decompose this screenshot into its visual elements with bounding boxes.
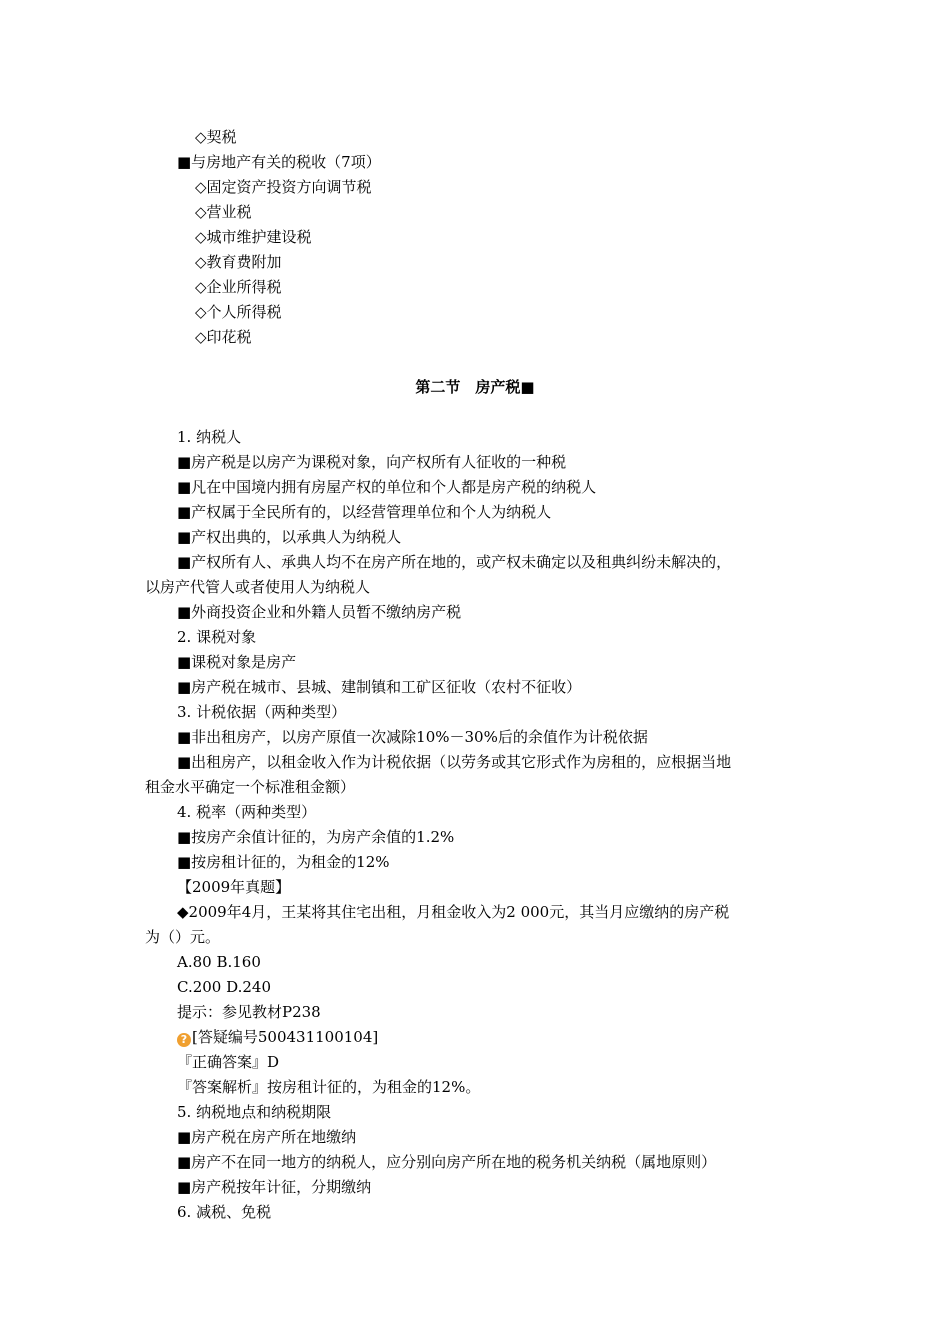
paragraph-line: ■按房租计征的，为租金的12% <box>177 853 390 871</box>
question-id-text: [答疑编号500431100104] <box>192 1028 379 1046</box>
hint-text: 提示：参见教材P238 <box>177 1003 321 1021</box>
paragraph-line: ■产权属于全民所有的，以经营管理单位和个人为纳税人 <box>177 503 552 521</box>
paragraph-line: ■课税对象是房产 <box>177 653 297 671</box>
paragraph-line: ■房产税按年计征，分期缴纳 <box>177 1178 372 1196</box>
heading-item: 6. 减税、免税 <box>177 1203 272 1221</box>
paragraph-line: ■出租房产，以租金收入作为计税依据（以劳务或其它形式作为房租的，应根据当地 <box>177 753 732 771</box>
heading-item: 5. 纳税地点和纳税期限 <box>177 1103 332 1121</box>
question-icon[interactable]: ? <box>177 1033 191 1047</box>
question-id-link[interactable] <box>177 1027 378 1047</box>
correct-answer: 『正确答案』D <box>177 1053 280 1071</box>
list-item: ◇契税 <box>195 128 237 146</box>
list-item: ■与房地产有关的税收（7项） <box>177 153 381 171</box>
paragraph-line: ■外商投资企业和外籍人员暂不缴纳房产税 <box>177 603 462 621</box>
list-item: ◇城市维护建设税 <box>195 228 312 246</box>
question-text: 为（）元。 <box>145 928 221 946</box>
answer-explanation: 『答案解析』按房租计征的，为租金的12%。 <box>177 1078 481 1096</box>
list-item: ◇企业所得税 <box>195 278 282 296</box>
paragraph-line: ■房产税在房产所在地缴纳 <box>177 1128 357 1146</box>
paragraph-line: ■房产税在城市、县城、建制镇和工矿区征收（农村不征收） <box>177 678 582 696</box>
question-text: ◆2009年4月，王某将其住宅出租，月租金收入为2 000元，其当月应缴纳的房产税 <box>177 903 730 921</box>
heading-item: 1. 纳税人 <box>177 428 242 446</box>
exam-label: 【2009年真题】 <box>177 878 291 896</box>
list-item: ◇个人所得税 <box>195 303 282 321</box>
paragraph-line: 租金水平确定一个标准租金额） <box>145 778 356 796</box>
list-item: ◇印花税 <box>195 328 252 346</box>
list-item: ◇营业税 <box>195 203 252 221</box>
paragraph-line: ■凡在中国境内拥有房屋产权的单位和个人都是房产税的纳税人 <box>177 478 597 496</box>
answer-options: C.200 D.240 <box>177 978 271 996</box>
heading-item: 4. 税率（两种类型） <box>177 803 317 821</box>
paragraph-line: ■产权出典的，以承典人为纳税人 <box>177 528 402 546</box>
heading-item: 3. 计税依据（两种类型） <box>177 703 347 721</box>
paragraph-line: ■非出租房产，以房产原值一次减除10%－30%后的余值作为计税依据 <box>177 728 648 746</box>
paragraph-line: ■房产税是以房产为课税对象，向产权所有人征收的一种税 <box>177 453 567 471</box>
paragraph-line: ■房产不在同一地方的纳税人，应分别向房产所在地的税务机关纳税（属地原则） <box>177 1153 717 1171</box>
paragraph-line: 以房产代管人或者使用人为纳税人 <box>145 578 371 596</box>
heading-item: 2. 课税对象 <box>177 628 257 646</box>
paragraph-line: ■产权所有人、承典人均不在房产所在地的，或产权未确定以及租典纠纷未解决的， <box>177 553 732 571</box>
list-item: ◇教育费附加 <box>195 253 282 271</box>
paragraph-line: ■按房产余值计征的，为房产余值的1.2% <box>177 828 455 846</box>
answer-options: A.80 B.160 <box>177 953 261 971</box>
list-item: ◇固定资产投资方向调节税 <box>195 178 372 196</box>
section-title: 第二节 房产税■ <box>415 378 535 396</box>
